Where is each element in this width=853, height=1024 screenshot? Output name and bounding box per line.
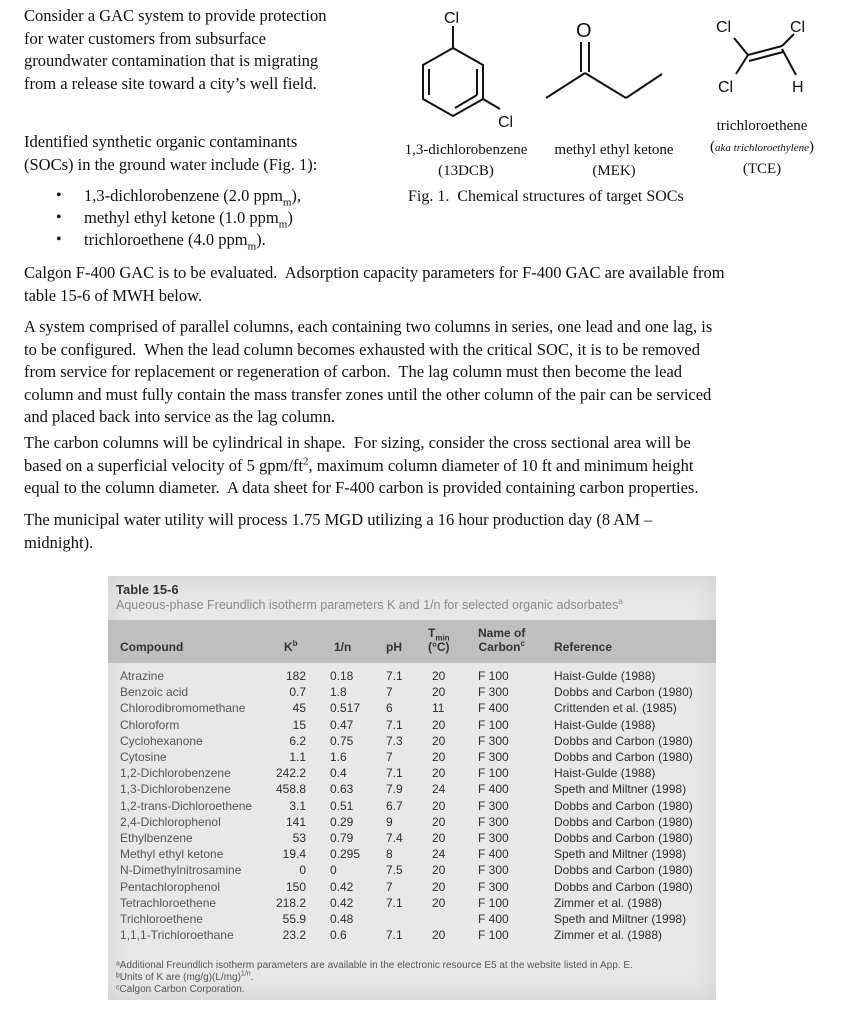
cell-compound: Chloroform bbox=[120, 717, 180, 732]
table-header-band bbox=[108, 620, 716, 663]
cell-carbon: F 300 bbox=[478, 750, 509, 764]
label-mek bbox=[544, 140, 684, 182]
structure-mek bbox=[538, 12, 668, 112]
soc-item-13dcb: • 1,3-dichlorobenzene (2.0 ppm$_m$), bbox=[24, 185, 394, 207]
cell-reference: Zimmer et al. (1988) bbox=[554, 928, 663, 943]
cell-reference: Haist-Gulde (1988) bbox=[554, 717, 656, 732]
cell-ph: 7 bbox=[386, 685, 393, 700]
structure-13dcb bbox=[408, 6, 518, 132]
soc-paragraph bbox=[24, 131, 394, 176]
cell-compound: Chlorodibromomethane bbox=[120, 701, 246, 716]
cell-k: 15 bbox=[292, 717, 306, 732]
cell-compound: 1,2-trans-Dichloroethene bbox=[120, 798, 253, 813]
cell-tmin: 20 bbox=[432, 685, 446, 700]
cell-reference: Dobbs and Carbon (1980) bbox=[554, 750, 693, 764]
cell-1n: 0.79 bbox=[330, 831, 354, 845]
text-line: to be configured. When the lead column becomes exhausted with the critical SOC, it is to be removed bbox=[24, 339, 701, 359]
cell-tmin: 20 bbox=[432, 669, 446, 683]
table-subtitle: Aqueous-phase Freundlich isotherm parameters K and 1/n for selected organic adsorbates$^a$ bbox=[116, 596, 623, 612]
footnote-b: ᵇUnits of K are $(mg/g)(L/mg)^{1/n}$. bbox=[116, 970, 254, 983]
cell-carbon: F 300 bbox=[478, 879, 509, 894]
cell-tmin: 24 bbox=[432, 782, 446, 797]
cell-carbon: F 300 bbox=[478, 733, 509, 748]
header-k: $K^b$ bbox=[284, 639, 298, 654]
cell-k: 0 bbox=[299, 863, 306, 878]
cell-carbon: F 400 bbox=[478, 701, 509, 716]
cell-reference: Crittenden et al. (1985) bbox=[554, 701, 677, 716]
intro-line: Consider a GAC system to provide protection bbox=[24, 6, 327, 25]
cell-carbon: F 100 bbox=[478, 717, 509, 732]
cell-carbon: F 100 bbox=[478, 669, 509, 683]
compound-abbr: (13DCB) bbox=[438, 163, 494, 179]
cell-1n: 0.63 bbox=[330, 782, 354, 797]
cell-compound: Trichloroethene bbox=[120, 912, 203, 926]
cell-reference: Speth and Miltner (1998) bbox=[554, 782, 687, 797]
intro-line: for water customers from subsurface bbox=[24, 28, 266, 48]
cell-reference: Zimmer et al. (1988) bbox=[554, 895, 663, 910]
table-row bbox=[108, 668, 716, 684]
cell-ph: 7.3 bbox=[386, 733, 403, 748]
atom-cl: Cl bbox=[498, 114, 514, 131]
cell-1n: 0.75 bbox=[330, 733, 354, 748]
cell-ph: 7.1 bbox=[386, 928, 403, 943]
table-row bbox=[108, 733, 716, 749]
table-row bbox=[108, 798, 716, 814]
cell-reference: Speth and Miltner (1998) bbox=[554, 912, 687, 926]
paragraph-sizing bbox=[24, 432, 839, 500]
cell-1n: 0.4 bbox=[330, 766, 347, 781]
compound-abbr: (TCE) bbox=[742, 161, 782, 177]
cell-carbon: F 300 bbox=[478, 685, 509, 700]
paragraph-columns bbox=[24, 316, 839, 429]
cell-1n: 0.42 bbox=[330, 879, 354, 894]
table-row bbox=[108, 927, 716, 943]
cell-tmin: 20 bbox=[432, 831, 446, 845]
paragraph-carbon bbox=[24, 262, 839, 307]
cell-ph: 7.9 bbox=[386, 782, 403, 797]
cell-ph: 7 bbox=[386, 750, 393, 764]
text-line: midnight). bbox=[24, 532, 94, 552]
cell-k: 45 bbox=[292, 701, 306, 716]
table-row bbox=[108, 830, 716, 846]
cell-1n: 1.8 bbox=[330, 685, 347, 700]
text-line: The municipal water utility will process 1.75 MGD utilizing a 16 hour production day (8 AM – bbox=[24, 510, 653, 529]
intro-paragraph bbox=[24, 5, 384, 95]
cell-1n: 0.18 bbox=[330, 669, 354, 683]
atom-cl: Cl bbox=[790, 19, 806, 36]
cell-ph: 6 bbox=[386, 701, 393, 716]
compound-name: 1,3-dichlorobenzene bbox=[404, 142, 528, 158]
cell-compound: Tetrachloroethene bbox=[120, 895, 217, 910]
cell-compound: Atrazine bbox=[120, 669, 165, 683]
cell-1n: 0.51 bbox=[330, 798, 354, 813]
cell-1n: 0.6 bbox=[330, 928, 347, 943]
cell-ph: 7.1 bbox=[386, 895, 403, 910]
header-1n: 1/n bbox=[334, 640, 352, 654]
cell-carbon: F 400 bbox=[478, 847, 509, 862]
cell-reference: Speth and Miltner (1998) bbox=[554, 847, 687, 862]
cell-reference: Dobbs and Carbon (1980) bbox=[554, 831, 693, 845]
cell-1n: 0.295 bbox=[330, 847, 361, 862]
table-row bbox=[108, 700, 716, 716]
cell-reference: Haist-Gulde (1988) bbox=[554, 669, 656, 683]
compound-name: trichloroethene bbox=[716, 118, 808, 134]
atom-cl: Cl bbox=[444, 10, 460, 27]
cell-k: 458.8 bbox=[275, 782, 306, 797]
soc-line: (SOCs) in the ground water include (Fig. 1): bbox=[24, 154, 318, 174]
cell-ph: 6.7 bbox=[386, 798, 403, 813]
table-row bbox=[108, 814, 716, 830]
cell-ph: 7 bbox=[386, 879, 393, 894]
cell-k: 182 bbox=[285, 669, 306, 683]
cell-tmin: 20 bbox=[432, 717, 446, 732]
cell-compound: 1,1,1-Trichloroethane bbox=[120, 928, 234, 943]
header-compound: Compound bbox=[120, 640, 184, 654]
text-line: and placed back into service as the lag column. bbox=[24, 407, 336, 426]
cell-carbon: F 300 bbox=[478, 798, 509, 813]
figure-caption: Fig. 1. Chemical structures of target SOCs bbox=[408, 188, 684, 205]
cell-compound: 1,3-Dichlorobenzene bbox=[120, 782, 231, 797]
cell-reference: Dobbs and Carbon (1980) bbox=[554, 733, 693, 748]
cell-tmin: 20 bbox=[432, 733, 446, 748]
header-ph: pH bbox=[386, 640, 402, 654]
label-13dcb bbox=[393, 140, 539, 182]
text-line: table 15-6 of MWH below. bbox=[24, 285, 203, 305]
cell-carbon: F 400 bbox=[478, 782, 509, 797]
cell-k: 23.2 bbox=[282, 928, 306, 943]
cell-ph: 7.4 bbox=[386, 831, 403, 845]
table-photo bbox=[108, 576, 716, 1000]
cell-tmin: 20 bbox=[432, 750, 446, 764]
cell-k: 218.2 bbox=[275, 895, 306, 910]
cell-compound: 2,4-Dichlorophenol bbox=[120, 814, 221, 829]
cell-tmin: 20 bbox=[432, 928, 446, 943]
cell-carbon: F 100 bbox=[478, 766, 509, 781]
table-row bbox=[108, 862, 716, 878]
cell-tmin: 20 bbox=[432, 798, 446, 813]
cell-carbon: F 100 bbox=[478, 928, 509, 943]
text-line: column and must fully contain the mass transfer zones until the other column of the pair can be serviced bbox=[24, 384, 712, 404]
cell-compound: Methyl ethyl ketone bbox=[120, 847, 224, 862]
cell-1n: 0.48 bbox=[330, 912, 354, 926]
soc-line: Identified synthetic organic contaminants bbox=[24, 132, 298, 151]
cell-ph: 7.5 bbox=[386, 863, 403, 878]
table-row bbox=[108, 846, 716, 862]
text-line: from service for replacement or regeneration of carbon. The lag column must then become the lead bbox=[24, 362, 683, 381]
cell-reference: Dobbs and Carbon (1980) bbox=[554, 814, 693, 829]
soc-item-tce: • trichloroethene (4.0 ppm$_m$). bbox=[24, 229, 394, 251]
cell-k: 3.1 bbox=[289, 798, 306, 813]
cell-carbon: F 100 bbox=[478, 895, 509, 910]
text-line: based on a superficial velocity of 5 gpm/$ft^2$, maximum column diameter of 10 ft and minimum height bbox=[24, 455, 694, 475]
header-reference: Reference bbox=[554, 640, 613, 654]
cell-carbon: F 300 bbox=[478, 831, 509, 845]
table-row bbox=[108, 749, 716, 765]
table-title: Table 15-6 bbox=[116, 582, 179, 597]
cell-carbon: F 300 bbox=[478, 863, 509, 878]
cell-tmin: 20 bbox=[432, 766, 446, 781]
cell-1n: 0.517 bbox=[330, 701, 361, 716]
cell-1n: 0.42 bbox=[330, 895, 354, 910]
table-row bbox=[108, 895, 716, 911]
cell-k: 1.1 bbox=[289, 750, 306, 764]
cell-compound: Cytosine bbox=[120, 750, 167, 764]
text-line: Calgon F-400 GAC is to be evaluated. Adsorption capacity parameters for F-400 GAC are available from bbox=[24, 263, 725, 282]
table-row bbox=[108, 717, 716, 733]
atom-cl: Cl bbox=[718, 79, 734, 96]
cell-reference: Dobbs and Carbon (1980) bbox=[554, 798, 693, 813]
text-line: The carbon columns will be cylindrical in shape. For sizing, consider the cross sectional area will be bbox=[24, 433, 691, 452]
header-carbon: Name of Carbon$^c$ bbox=[478, 626, 526, 654]
text-line: equal to the column diameter. A data sheet for F-400 carbon is provided containing carbon properties. bbox=[24, 478, 699, 497]
cell-k: 150 bbox=[285, 879, 306, 894]
cell-k: 141 bbox=[285, 814, 306, 829]
cell-ph: 7.1 bbox=[386, 669, 403, 683]
cell-1n: 1.6 bbox=[330, 750, 347, 764]
cell-k: 55.9 bbox=[282, 912, 306, 926]
cell-tmin: 20 bbox=[432, 895, 446, 910]
cell-compound: Pentachlorophenol bbox=[120, 879, 221, 894]
cell-k: 19.4 bbox=[282, 847, 306, 862]
footnote-c: ᶜCalgon Carbon Corporation. bbox=[116, 984, 245, 995]
cell-compound: 1,2-Dichlorobenzene bbox=[120, 766, 231, 781]
atom-o: O bbox=[576, 20, 592, 42]
table-row bbox=[108, 684, 716, 700]
soc-list bbox=[24, 185, 394, 251]
soc-item-mek: • methyl ethyl ketone (1.0 ppm$_m$) bbox=[24, 207, 394, 229]
cell-carbon: F 300 bbox=[478, 814, 509, 829]
cell-reference: Dobbs and Carbon (1980) bbox=[554, 863, 693, 878]
table-row bbox=[108, 781, 716, 797]
table-row bbox=[108, 879, 716, 895]
cell-reference: Haist-Gulde (1988) bbox=[554, 766, 656, 781]
cell-tmin: 24 bbox=[432, 847, 446, 862]
cell-tmin: 20 bbox=[432, 814, 446, 829]
paragraph-utility bbox=[24, 509, 839, 554]
atom-cl: Cl bbox=[716, 19, 732, 36]
cell-1n: 0.29 bbox=[330, 814, 354, 829]
header-tmin: $T_{min}$ (°C) bbox=[428, 626, 450, 654]
cell-k: 242.2 bbox=[275, 766, 306, 781]
cell-reference: Dobbs and Carbon (1980) bbox=[554, 685, 693, 700]
cell-tmin: 20 bbox=[432, 863, 446, 878]
cell-1n: 0 bbox=[330, 863, 337, 878]
label-tce bbox=[692, 116, 832, 180]
cell-ph: 8 bbox=[386, 847, 393, 862]
cell-compound: Benzoic acid bbox=[120, 685, 189, 700]
footnote-a: ᵃAdditional Freundlich isotherm parameters are available in the electronic resource E5 at the website listed in App. E. bbox=[116, 960, 633, 971]
text-line: A system comprised of parallel columns, each containing two columns in series, one lead and one lag, is bbox=[24, 317, 713, 336]
atom-h: H bbox=[792, 79, 804, 96]
table-row bbox=[108, 765, 716, 781]
compound-aka: (aka trichloroethylene) bbox=[710, 139, 814, 155]
cell-compound: N-Dimethylnitrosamine bbox=[120, 863, 242, 878]
cell-reference: Dobbs and Carbon (1980) bbox=[554, 879, 693, 894]
table-row bbox=[108, 911, 716, 927]
cell-1n: 0.47 bbox=[330, 717, 354, 732]
cell-k: 6.2 bbox=[289, 733, 306, 748]
cell-k: 0.7 bbox=[289, 685, 306, 700]
intro-line: from a release site toward a city’s well field. bbox=[24, 73, 317, 93]
cell-tmin: 11 bbox=[432, 701, 445, 716]
compound-name: methyl ethyl ketone bbox=[554, 142, 674, 158]
cell-ph: 7.1 bbox=[386, 717, 403, 732]
compound-abbr: (MEK) bbox=[592, 163, 636, 179]
cell-compound: Cyclohexanone bbox=[120, 733, 203, 748]
structure-tce bbox=[712, 10, 822, 100]
cell-carbon: F 400 bbox=[478, 912, 509, 926]
cell-tmin: 20 bbox=[432, 879, 446, 894]
cell-k: 53 bbox=[292, 831, 306, 845]
cell-ph: 7.1 bbox=[386, 766, 403, 781]
cell-compound: Ethylbenzene bbox=[120, 831, 193, 845]
cell-ph: 9 bbox=[386, 814, 393, 829]
intro-line: groundwater contamination that is migrating bbox=[24, 51, 319, 70]
